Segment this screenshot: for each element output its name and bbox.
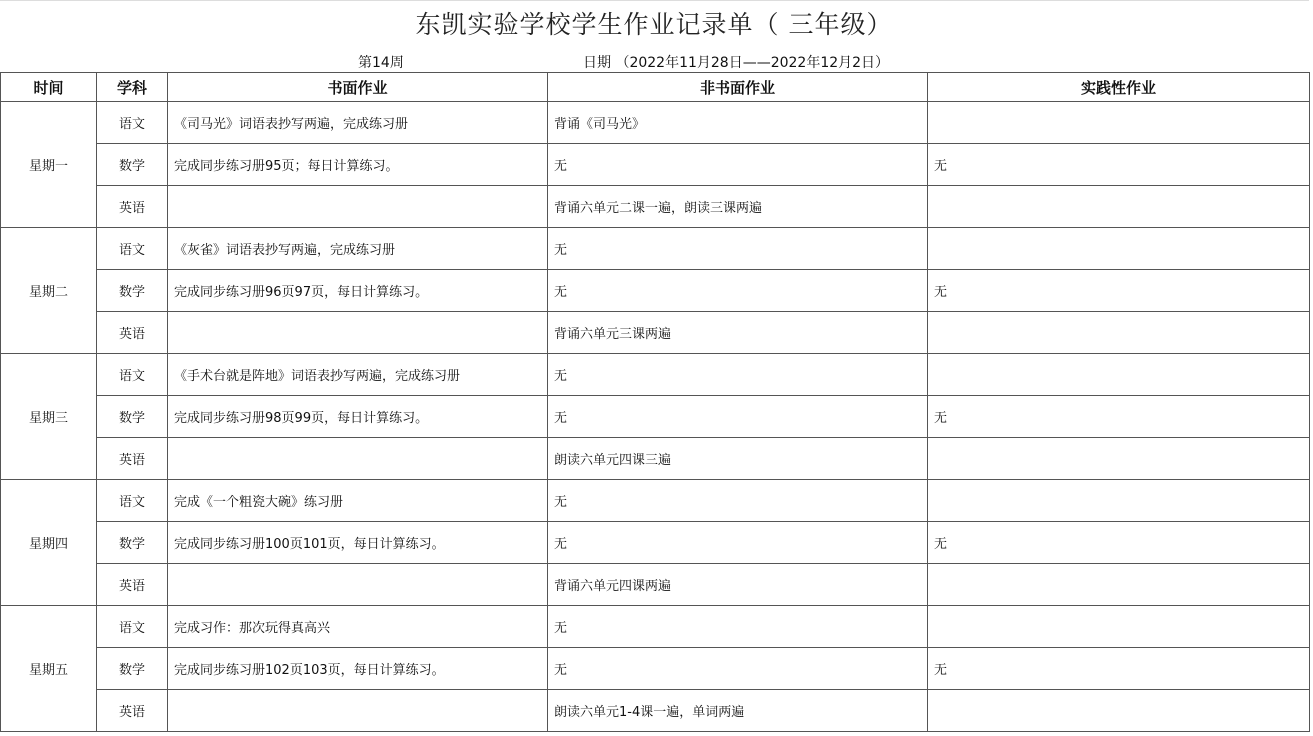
written-cell: 完成同步练习册102页103页，每日计算练习。 [168, 648, 548, 690]
table-row [1, 522, 1310, 564]
day-cell: 星期五 [1, 606, 97, 732]
practice-cell: 无 [928, 396, 1310, 438]
practice-cell: 无 [928, 648, 1310, 690]
day-cell: 星期三 [1, 354, 97, 480]
written-cell: 完成同步练习册98页99页，每日计算练习。 [168, 396, 548, 438]
written-cell: 完成同步练习册95页；每日计算练习。 [168, 144, 548, 186]
header-practice: 实践性作业 [928, 73, 1310, 102]
table-body [1, 102, 1310, 732]
table-row [1, 438, 1310, 480]
practice-cell: 无 [928, 144, 1310, 186]
subject-cell: 语文 [97, 102, 168, 144]
table-row [1, 270, 1310, 312]
subject-cell: 数学 [97, 648, 168, 690]
nonwritten-cell: 背诵六单元三课两遍 [548, 312, 928, 354]
day-cell: 星期二 [1, 228, 97, 354]
table-row [1, 648, 1310, 690]
table-row [1, 186, 1310, 228]
day-cell: 星期四 [1, 480, 97, 606]
practice-cell [928, 102, 1310, 144]
header-time: 时间 [1, 73, 97, 102]
practice-cell [928, 354, 1310, 396]
written-cell [168, 564, 548, 606]
written-cell [168, 438, 548, 480]
nonwritten-cell: 无 [548, 648, 928, 690]
practice-cell [928, 480, 1310, 522]
nonwritten-cell: 背诵六单元四课两遍 [548, 564, 928, 606]
homework-table [0, 72, 1310, 732]
written-cell: 《司马光》词语表抄写两遍，完成练习册 [168, 102, 548, 144]
table-row [1, 144, 1310, 186]
subject-cell: 英语 [97, 564, 168, 606]
written-cell: 《灰雀》词语表抄写两遍，完成练习册 [168, 228, 548, 270]
nonwritten-cell: 背诵六单元二课一遍，朗读三课两遍 [548, 186, 928, 228]
written-cell: 《手术台就是阵地》词语表抄写两遍，完成练习册 [168, 354, 548, 396]
written-cell: 完成习作：那次玩得真高兴 [168, 606, 548, 648]
table-row [1, 690, 1310, 732]
subject-cell: 语文 [97, 606, 168, 648]
header-row [1, 73, 1310, 102]
written-cell [168, 690, 548, 732]
subject-cell: 语文 [97, 354, 168, 396]
header-nonwritten: 非书面作业 [548, 73, 928, 102]
table-row [1, 480, 1310, 522]
subject-cell: 数学 [97, 522, 168, 564]
week-label: 第14周 [358, 55, 404, 71]
subject-cell: 英语 [97, 186, 168, 228]
nonwritten-cell: 朗读六单元四课三遍 [548, 438, 928, 480]
table-row [1, 312, 1310, 354]
practice-cell [928, 690, 1310, 732]
written-cell [168, 186, 548, 228]
subject-cell: 语文 [97, 228, 168, 270]
practice-cell [928, 186, 1310, 228]
subject-cell: 英语 [97, 438, 168, 480]
subject-cell: 数学 [97, 270, 168, 312]
practice-cell [928, 228, 1310, 270]
nonwritten-cell: 背诵《司马光》 [548, 102, 928, 144]
sheet-title: 东凯实验学校学生作业记录单（ 三年级） [415, 10, 893, 39]
practice-cell [928, 606, 1310, 648]
table-row [1, 102, 1310, 144]
table-row [1, 606, 1310, 648]
written-cell: 完成《一个粗瓷大碗》练习册 [168, 480, 548, 522]
subject-cell: 英语 [97, 690, 168, 732]
header-written: 书面作业 [168, 73, 548, 102]
table-row [1, 354, 1310, 396]
sheet-subheader [0, 48, 1308, 72]
table-row [1, 396, 1310, 438]
nonwritten-cell: 无 [548, 354, 928, 396]
practice-cell [928, 312, 1310, 354]
subject-cell: 语文 [97, 480, 168, 522]
nonwritten-cell: 无 [548, 606, 928, 648]
practice-cell: 无 [928, 270, 1310, 312]
practice-cell [928, 438, 1310, 480]
subject-cell: 英语 [97, 312, 168, 354]
practice-cell [928, 564, 1310, 606]
table-row [1, 564, 1310, 606]
nonwritten-cell: 无 [548, 270, 928, 312]
subject-cell: 数学 [97, 396, 168, 438]
written-cell [168, 312, 548, 354]
nonwritten-cell: 无 [548, 144, 928, 186]
header-subject: 学科 [97, 73, 168, 102]
nonwritten-cell: 无 [548, 480, 928, 522]
day-cell: 星期一 [1, 102, 97, 228]
written-cell: 完成同步练习册96页97页，每日计算练习。 [168, 270, 548, 312]
date-range-label: 日期 （2022年11月28日——2022年12月2日） [583, 55, 890, 71]
nonwritten-cell: 无 [548, 522, 928, 564]
nonwritten-cell: 无 [548, 228, 928, 270]
written-cell: 完成同步练习册100页101页，每日计算练习。 [168, 522, 548, 564]
practice-cell: 无 [928, 522, 1310, 564]
nonwritten-cell: 无 [548, 396, 928, 438]
table-row [1, 228, 1310, 270]
subject-cell: 数学 [97, 144, 168, 186]
nonwritten-cell: 朗读六单元1-4课一遍，单词两遍 [548, 690, 928, 732]
